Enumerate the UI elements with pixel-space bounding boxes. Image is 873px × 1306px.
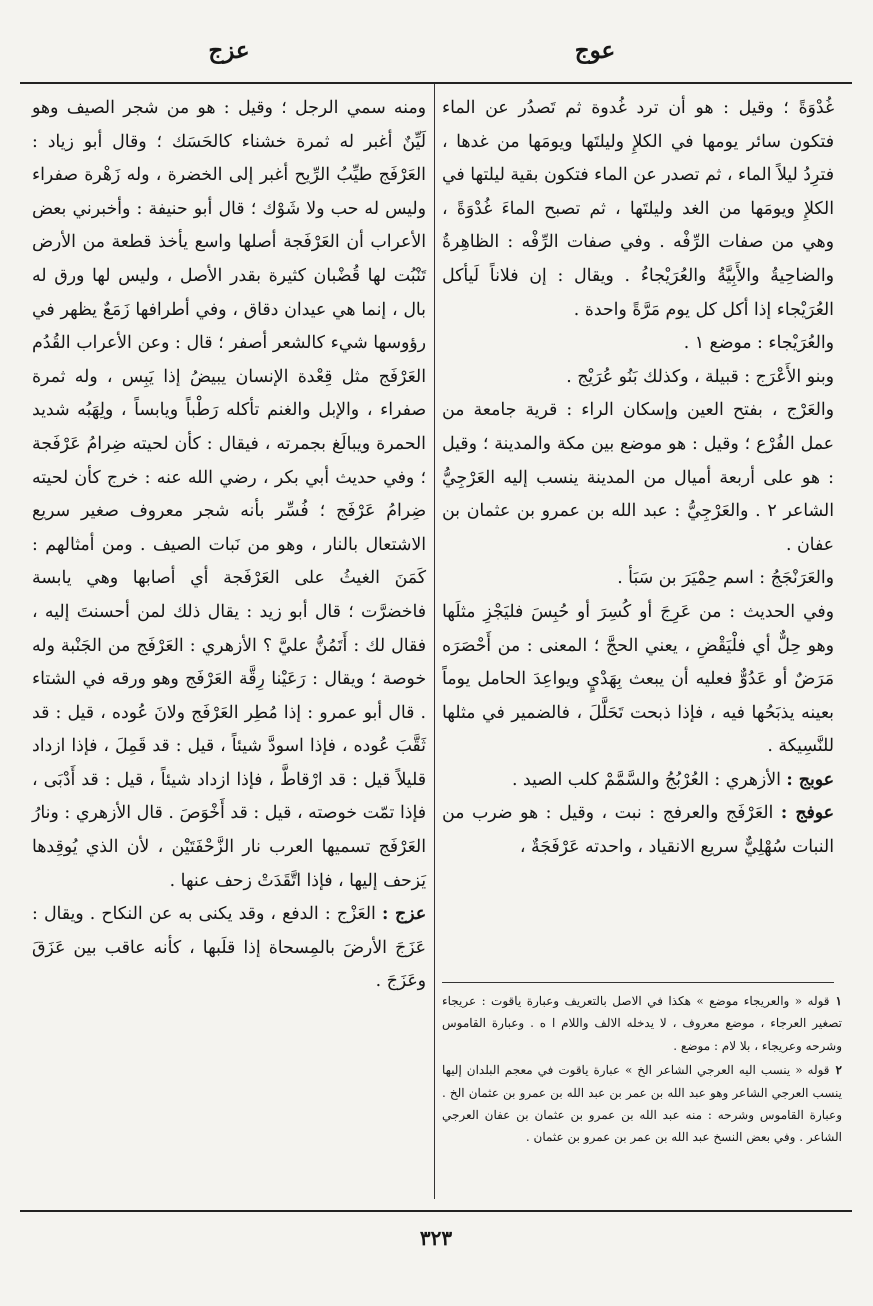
entry-paragraph [442,797,834,864]
right-column [442,92,834,865]
paragraph-text: والعُرَيْجاء : موضع ١ . [683,333,834,354]
entry-paragraph [32,92,426,898]
paragraph-text: العَرْفَج والعرفج : نبت ، وقيل : هو ضرب من النبات سُهْلِيٌّ سريع الانقياد ، واحدته عَرْفَجَةٌ ، [442,803,834,858]
entry-headword: عوبج : [786,769,834,790]
footnote-number: ٢ [835,1063,842,1078]
paragraph-text: غُدْوَةً ؛ وقيل : هو أن ترد غُدوة ثم تَصدُر عن الماء فتكون سائر يومها في الكلإِ وليلتَها ويومَها من غدها ، فترِدُ ليلاً الماء ، ثم تصدر عن الماء فتكون بقية ليلتها في الكلإِ ويومَها من الغد وليلتَها ، ثم تصبح الماءَ غُدْوَةً ، وهي من صفات الرِّفْه . وفي صفات الرِّفْه : الظاهِرةُ والضاحِيةُ والأَبِيَّةُ والعُرَيْجاءُ . ويقال : إن فلاناً لَيأكل العُرَيْجاء إذا أكل كل يوم مَرَّةً واحدة . [442,98,834,320]
footnote-rule [442,982,834,983]
left-running-headword: عزج [208,37,250,64]
entry-paragraph [442,764,834,798]
entry-paragraph [442,394,834,562]
paragraph-text: والعَرَنْجَجُ : اسم حِمْيَرَ بن سَبَأ . [617,568,834,589]
right-running-headword: عوج [574,37,616,64]
left-column [32,92,426,999]
entry-paragraph [442,327,834,361]
footnote-text: قوله « والعريجاء موضع » هكذا في الاصل بالتعريف وعبارة ياقوت : عريجاء تصغير العرجاء ، موضع معروف ، لا يدخله الالف واللام ا ه . وعبارة القاموس وشرحه وعريجاء ، بلا لام : موضع . [442,994,842,1053]
paragraph-text: العَزْج : الدفع ، وقد يكنى به عن النكاح . ويقال : عَزَجَ الأرضَ بالمِسحاة إذا قلَبها ، كأنه عاقب بين عَزَقَ وعَزَجَ . [32,904,426,992]
footnotes [442,990,842,1151]
paragraph-text: والعَرْج ، بفتح العين وإسكان الراء : قرية جامعة من عمل الفُرْع ؛ وقيل : هو موضع بين مكة والمدينة ؛ وقيل : هو على أربعة أميال من المدينة ينسب إليه العَرْجِيُّ الشاعر ٢ . والعَرْجِيُّ : عبد الله بن عمرو بن عثمان بن عفان . [442,400,834,555]
footnote-number: ١ [835,994,842,1008]
entry-paragraph [442,596,834,764]
entry-paragraph [442,92,834,327]
entry-headword: عوفج : [780,803,834,824]
footnote-text: قوله « ينسب اليه العرجي الشاعر الخ » عبارة ياقوت في معجم البلدان إليها ينسب العرجي الشاعر وهو عبد الله بن عمر بن عبد الله بن عمرو بن عثمان الخ . وعبارة القاموس وشرحه : منه عبد الله بن عمرو بن عثمان بن عفان العرجي الشاعر . وفي بعض النسخ عبد الله بن عمر بن عمرو بن عثمان . [442,1063,842,1145]
paragraph-text: وبنو الأَعْرَج : قبيلة ، وكذلك بَنُو عُرَيْج . [566,366,834,387]
entry-paragraph [442,562,834,596]
column-divider [434,84,435,1199]
entry-paragraph [32,898,426,999]
bottom-rule [20,1210,852,1212]
entry-headword: عزج : [381,904,427,925]
top-rule [20,82,852,84]
paragraph-text: الأزهري : العُرْبُجُ والسَّمَّمْ كلب الصيد . [511,769,781,790]
paragraph-text: وفي الحديث : من عَرِجَ أو كُسِرَ أو حُبِسَ فليَجْزِ مثلَها وهو حِلٌّ أي فلْيَقْضِ ، يعني الحجَّ ؛ المعنى : من أَحْصَرَه مَرَضٌ أو عَدُوٌّ فعليه أن يبعث بِهَدْيٍ ويواعِدَ الحامل يوماً بعينه يذبَحُها فيه ، فإذا ذبحت تَحَلَّلَ ، فالضمير في مثلها للنَّسِيكة . [442,601,834,757]
footnote [442,1059,842,1149]
entry-paragraph [442,361,834,395]
footnote [442,990,842,1057]
paragraph-text: ومنه سمي الرجل ؛ وقيل : هو من شجر الصيف وهو لَيِّنٌ أغبر له ثمرة خشناء كالحَسَك ؛ وقال أبو زياد : العَرْفَج طيِّبُ الرِّيح أغبر إلى الخضرة ، وله زَهْرة صفراء وليس له حب ولا شَوْك ؛ قال أبو حنيفة : وأخبرني بعض الأعراب أن العَرْفَجة أصلها واسع يأخذ قطعة من الأرض تَنْبُت لها قُضْبان كثيرة بقدر الأصل ، وليس لها ورق له بال ، إنما هي عيدان دقاق ، وفي أطرافها زَمَعٌ يظهر في رؤوسها شيء كالشعر أصفر ؛ قال : وعن الأعراب القُدُم العَرْفَج مثل قِعْدة الإنسان يبيضُ إذا يَبِس ، وله ثمرة صفراء ، والإبل والغنم تأكله رَطْباً ويابساً ، ولِهَبُه شديد الحمرة ويبالَغ بجمرته ، فيقال : كأن لحيته ضِرامُ عَرْفَجة ؛ وفي حديث أبي بكر ، رضي الله عنه : خرج كأن لحيته ضِرامُ عَرْفَج ؛ فُسِّر بأنه شجر معروف صغير سريع الاشتعال بالنار ، وهو من نَبات الصيف . ومن أمثالهم : كَمَنَ الغيثُ على العَرْفَجة أي أصابها وهي يابسة فاخضرَّت ؛ قال أبو زيد : يقال ذلك لمن أحسنتَ إليه ، فقال لك : أَتَمُنُّ عليَّ ؟ الأزهري : العَرْفَج من الجَنْبة وله خوصة ؛ ويقال : رَعَيْنا رِقَّة العَرْفَج وهو ورقه في الشتاء . قال أبو عمرو : إذا مُطِر العَرْفَج ولانَ عُوده ، قيل : قد ثَقَّبَ عُوده ، فإذا اسودَّ شيئاً ، قيل : قد قَمِلَ ، فإذا ازداد قليلاً قيل : قد ارْقاطَّ ، فإذا ازداد شيئاً ، قيل : قد أَدْبَى ، فإذا تمّت خوصته ، قيل : قد أَخْوَصَ . قال الأزهري : ونارُ العَرْفَج تسميها العرب نار الزَّحْفَتَيْن ، لأن الذي يُوقِدها يَزحف إليها ، فإذا اتَّقَدَتْ زحف عنها . [32,98,426,891]
page-number: ٣٢٣ [419,1226,453,1250]
